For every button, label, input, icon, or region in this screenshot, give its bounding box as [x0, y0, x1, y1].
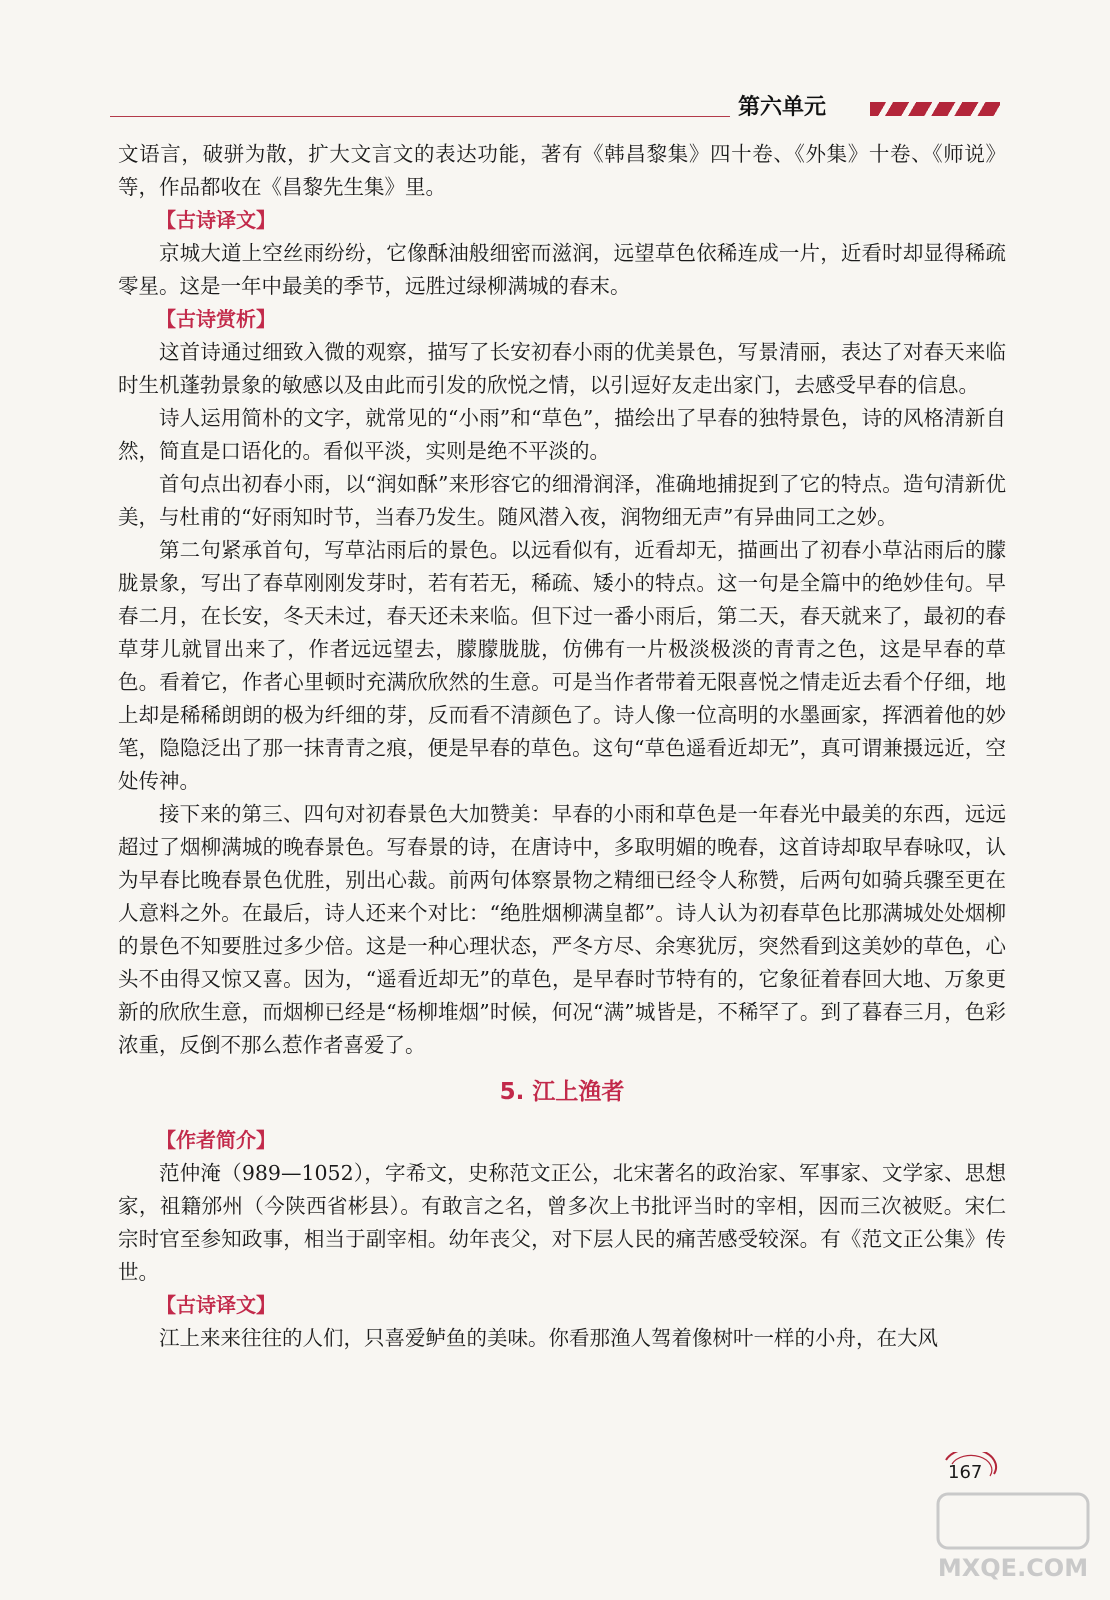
paragraph: 接下来的第三、四句对初春景色大加赞美：早春的小雨和草色是一年春光中最美的东西，远远超过了烟柳满城的晚春景色。写春景的诗，在唐诗中，多取明媚的晚春，这首诗却取早春咏叹，认为早春比晚春景色优胜，别出心裁。前两句体察景物之精细已经令人称赞，后两句如骑兵骤至更在人意料之外。在最后，诗人还来个对比：“绝胜烟柳满皇都”。诗人认为初春草色比那满城处处烟柳的景色不知要胜过多少倍。这是一种心理状态，严冬方尽、余寒犹厉，突然看到这美妙的草色，心头不由得又惊又喜。因为，“遥看近却无”的草色，是早春时节特有的，它象征着春回大地、万象更新的欣欣生意，而烟柳已经是“杨柳堆烟”时候，何况“满”城皆是，不稀罕了。到了暮春三月，色彩浓重，反倒不那么惹作者喜爱了。: [118, 802, 1006, 1057]
section-label-author: 【作者简介】: [156, 1128, 276, 1152]
unit-title: 第六单元: [738, 95, 827, 120]
paragraph: 诗人运用简朴的文字，就常见的“小雨”和“草色”，描绘出了早春的独特景色，诗的风格清新自然，简直是口语化的。看似平淡，实则是绝不平淡的。: [118, 406, 1006, 463]
watermark-logo: [930, 1488, 1100, 1588]
header-stripes: [870, 102, 1000, 116]
paragraph: 首句点出初春小雨，以“润如酥”来形容它的细滑润泽，准确地捕捉到了它的特点。造句清新优美，与杜甫的“好雨知时节，当春乃发生。随风潜入夜，润物细无声”有异曲同工之妙。: [118, 472, 1006, 529]
section-label-translation: 【古诗译文】: [156, 208, 276, 232]
header-divider: [110, 116, 730, 117]
paragraph: 江上来来往往的人们，只喜爱鲈鱼的美味。你看那渔人驾着像树叶一样的小舟，在大风: [159, 1326, 938, 1350]
paragraph-continuation: 文语言，破骈为散，扩大文言文的表达功能，著有《韩昌黎集》四十卷、《外集》十卷、《师说》等，作品都收在《昌黎先生集》里。: [118, 142, 1006, 199]
page-header: [110, 88, 1010, 124]
page-number-text: 167: [948, 1462, 983, 1483]
page-number: [938, 1452, 998, 1492]
paragraph: 第二句紧承首句，写草沾雨后的景色。以远看似有，近看却无，描画出了初春小草沾雨后的朦胧景象，写出了春草刚刚发芽时，若有若无，稀疏、矮小的特点。这一句是全篇中的绝妙佳句。早春二月，在长安，冬天未过，春天还未来临。但下过一番小雨后，第二天，春天就来了，最初的春草芽儿就冒出来了，作者远远望去，朦朦胧胧，仿佛有一片极淡极淡的青青之色，这是早春的草色。看着它，作者心里顿时充满欣欣然的生意。可是当作者带着无限喜悦之情走近去看个仔细，地上却是稀稀朗朗的极为纤细的芽，反而看不清颜色了。诗人像一位高明的水墨画家，挥洒着他的妙笔，隐隐泛出了那一抹青青之痕，便是早春的草色。这句“草色遥看近却无”，真可谓兼摄远近，空处传神。: [118, 538, 1006, 793]
page-content: [118, 138, 1006, 1355]
section-label-appreciation: 【古诗赏析】: [156, 307, 276, 331]
paragraph: 这首诗通过细致入微的观察，描写了长安初春小雨的优美景色，写景清丽，表达了对春天来临时生机蓬勃景象的敏感以及由此而引发的欣悦之情，以引逗好友走出家门，去感受早春的信息。: [118, 340, 1006, 397]
paragraph: 京城大道上空丝雨纷纷，它像酥油般细密而滋润，远望草色依稀连成一片，近看时却显得稀疏零星。这是一年中最美的季节，远胜过绿柳满城的春末。: [118, 241, 1006, 298]
paragraph: 范仲淹（989—1052），字希文，史称范文正公，北宋著名的政治家、军事家、文学家、思想家，祖籍邠州（今陕西省彬县）。有敢言之名，曾多次上书批评当时的宰相，因而三次被贬。宋仁宗时官至参知政事，相当于副宰相。幼年丧父，对下层人民的痛苦感受较深。有《范文正公集》传世。: [118, 1161, 1006, 1284]
watermark-text: MXQE.COM: [937, 1554, 1089, 1582]
section-label-translation: 【古诗译文】: [156, 1293, 276, 1317]
poem-title: 5. 江上渔者: [499, 1079, 625, 1105]
